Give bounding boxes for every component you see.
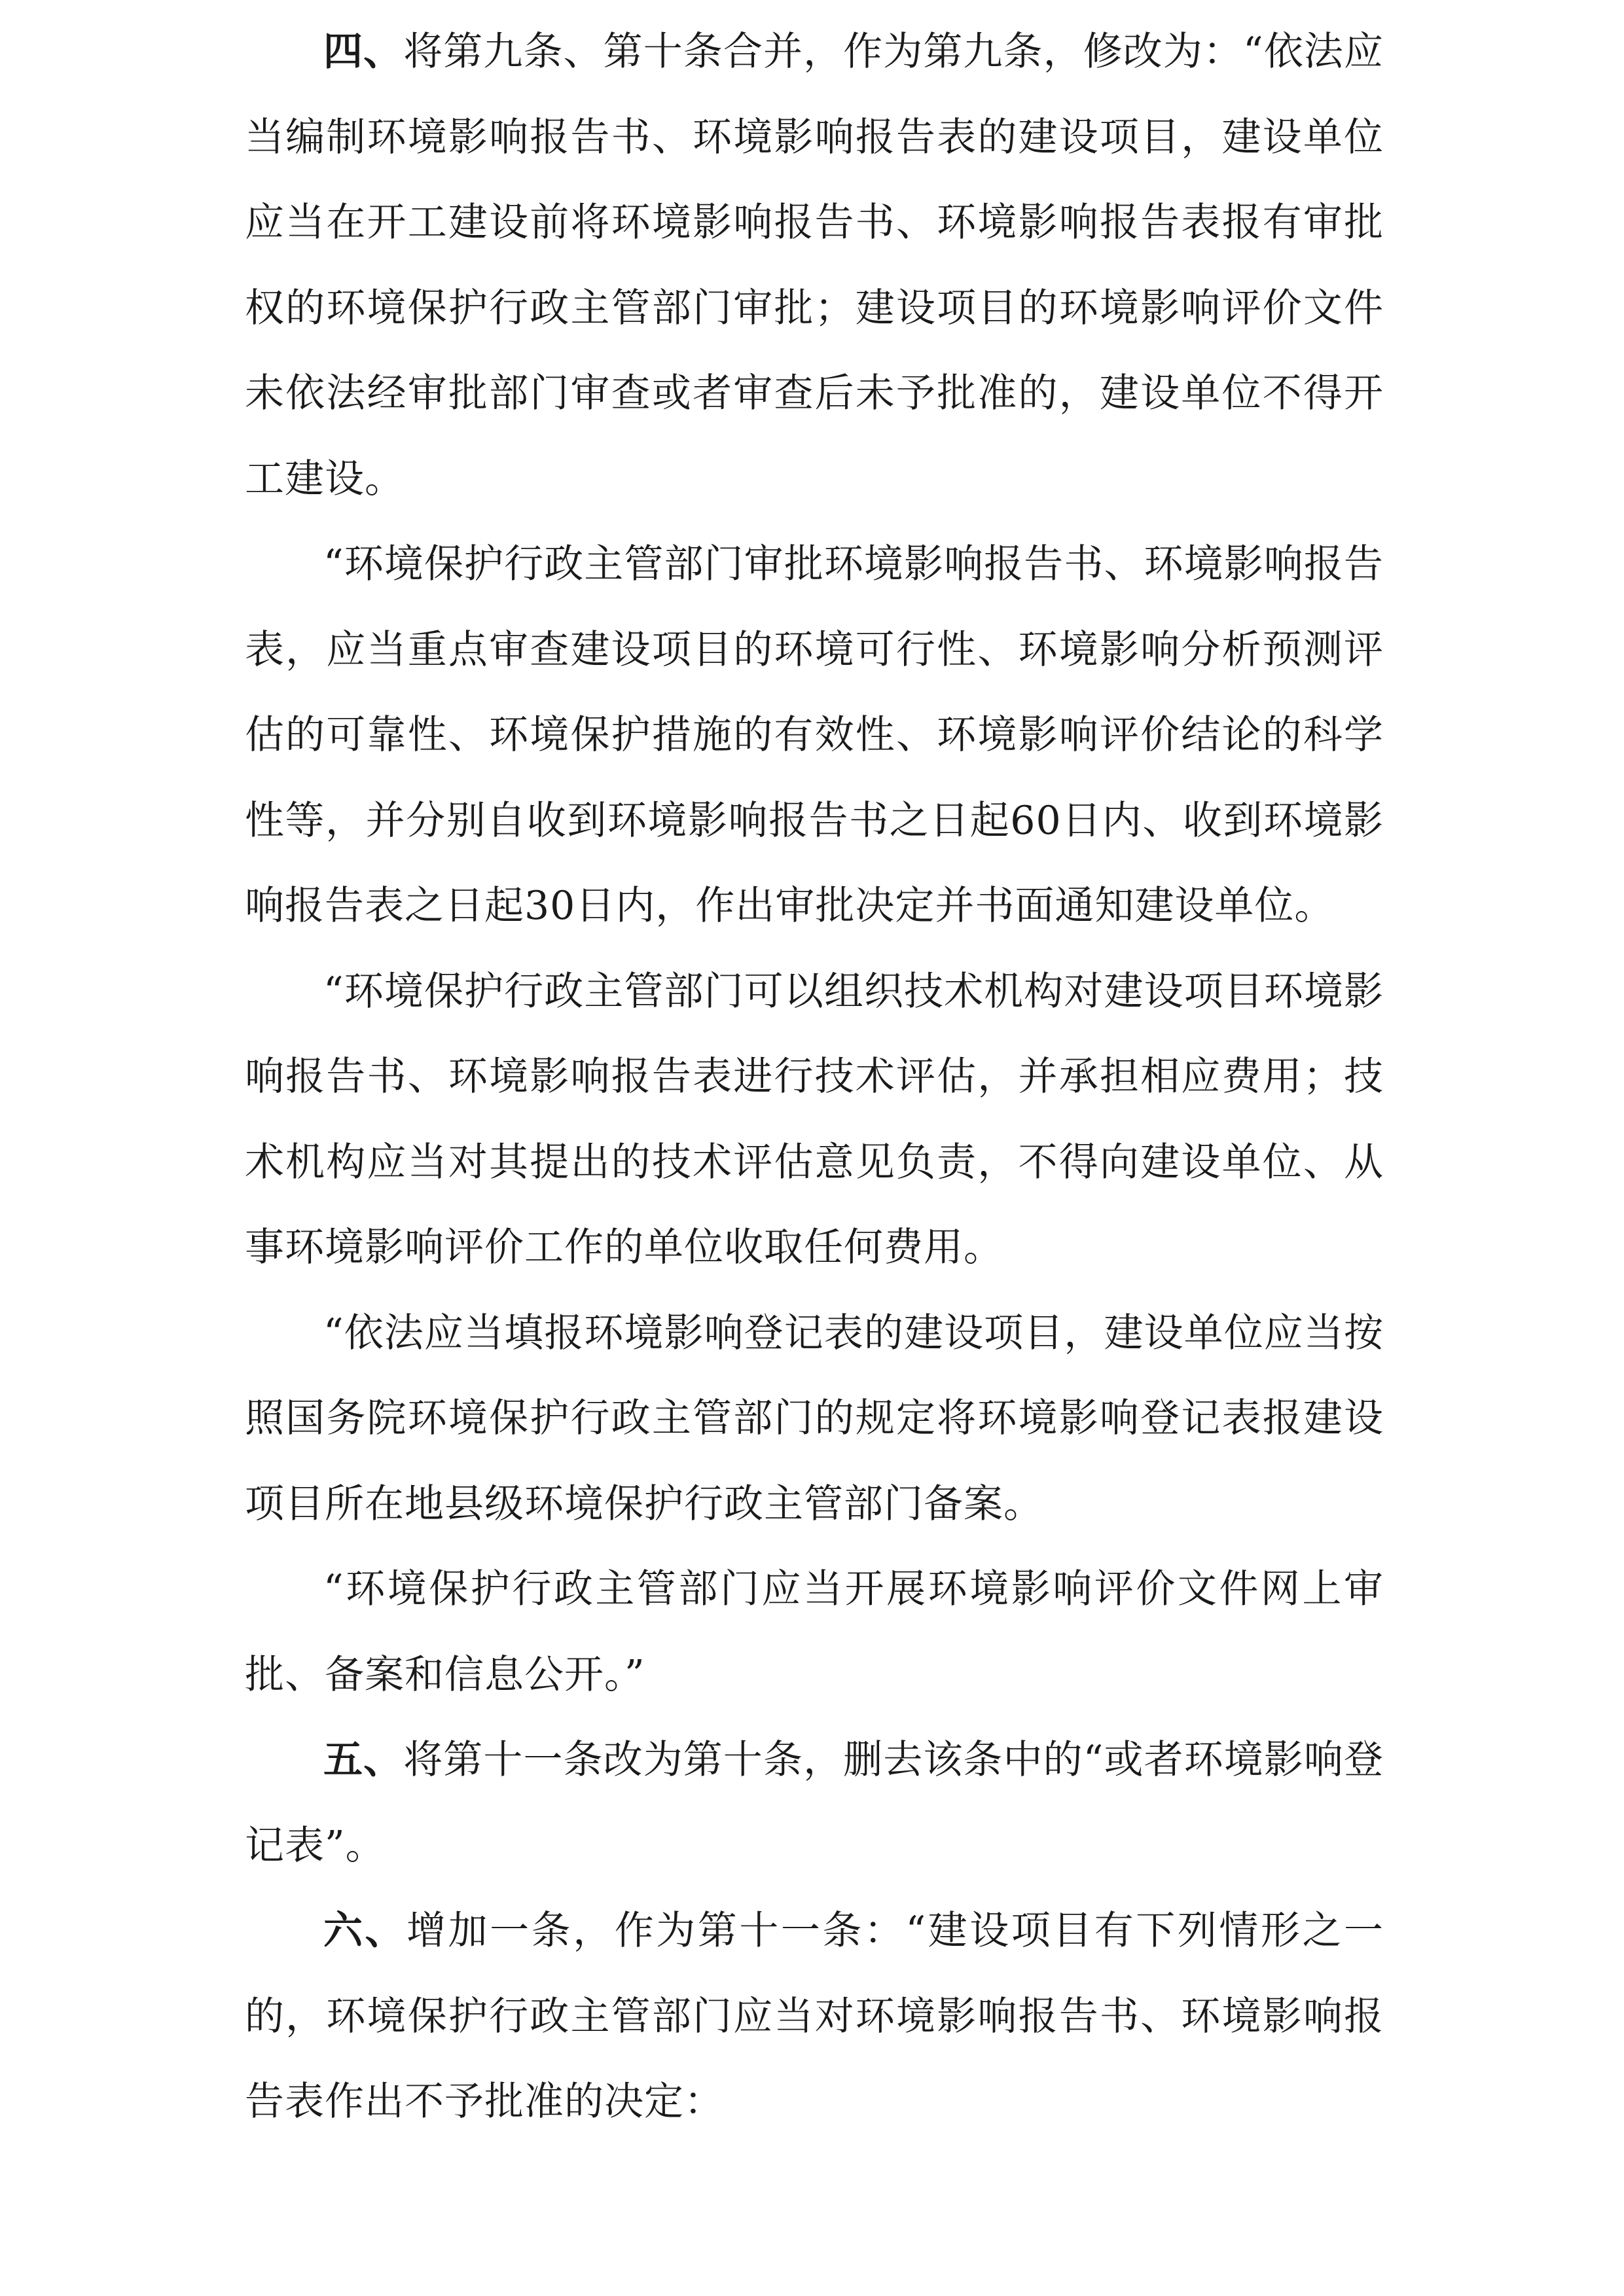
item-number-4: 四、 [323,29,404,75]
paragraph-text: 将第九条、第十条合并，作为第九条，修改为：“依法应当编制环境影响报告书、环境影响报告表的建设项目，建设单位应当在开工建设前将环境影响报告书、环境影响报告表报有审批权的环境保护行政主管部门审批；建设项目的环境影响评价文件未依法经审批部门审查或者审查后未予批准的，建设单位不得开工建设。 [245,29,1384,502]
paragraph-article-4 [245,9,1384,522]
paragraph-online-approval [245,1547,1384,1717]
paragraph-article-6 [245,1888,1384,2145]
paragraph-article-5 [245,1717,1384,1888]
paragraph-text: “环境保护行政主管部门审批环境影响报告书、环境影响报告表，应当重点审查建设项目的环境可行性、环境影响分析预测评估的可靠性、环境保护措施的有效性、环境影响评价结论的科学性等，并分别自收到环境影响报告书之日起60日内、收到环境影响报告表之日起30日内，作出审批决定并书面通知建设单位。 [245,541,1384,929]
paragraph-text: “环境保护行政主管部门应当开展环境影响评价文件网上审批、备案和信息公开。” [245,1566,1384,1698]
item-number-6: 六、 [323,1908,407,1954]
paragraph-text: 将第十一条改为第十条，删去该条中的“或者环境影响登记表”。 [245,1737,1384,1869]
paragraph-technical-evaluation [245,949,1384,1291]
document-body [245,9,1384,2145]
paragraph-registration-form [245,1291,1384,1547]
paragraph-text: “依法应当填报环境影响登记表的建设项目，建设单位应当按照国务院环境保护行政主管部门的规定将环境影响登记表报建设项目所在地县级环境保护行政主管部门备案。 [245,1310,1384,1527]
paragraph-approval-review [245,522,1384,949]
paragraph-text: 增加一条，作为第十一条：“建设项目有下列情形之一的，环境保护行政主管部门应当对环境影响报告书、环境影响报告表作出不予批准的决定： [245,1908,1384,2125]
paragraph-text: “环境保护行政主管部门可以组织技术机构对建设项目环境影响报告书、环境影响报告表进行技术评估，并承担相应费用；技术机构应当对其提出的技术评估意见负责，不得向建设单位、从事环境影响评价工作的单位收取任何费用。 [245,968,1384,1270]
item-number-5: 五、 [323,1737,404,1783]
